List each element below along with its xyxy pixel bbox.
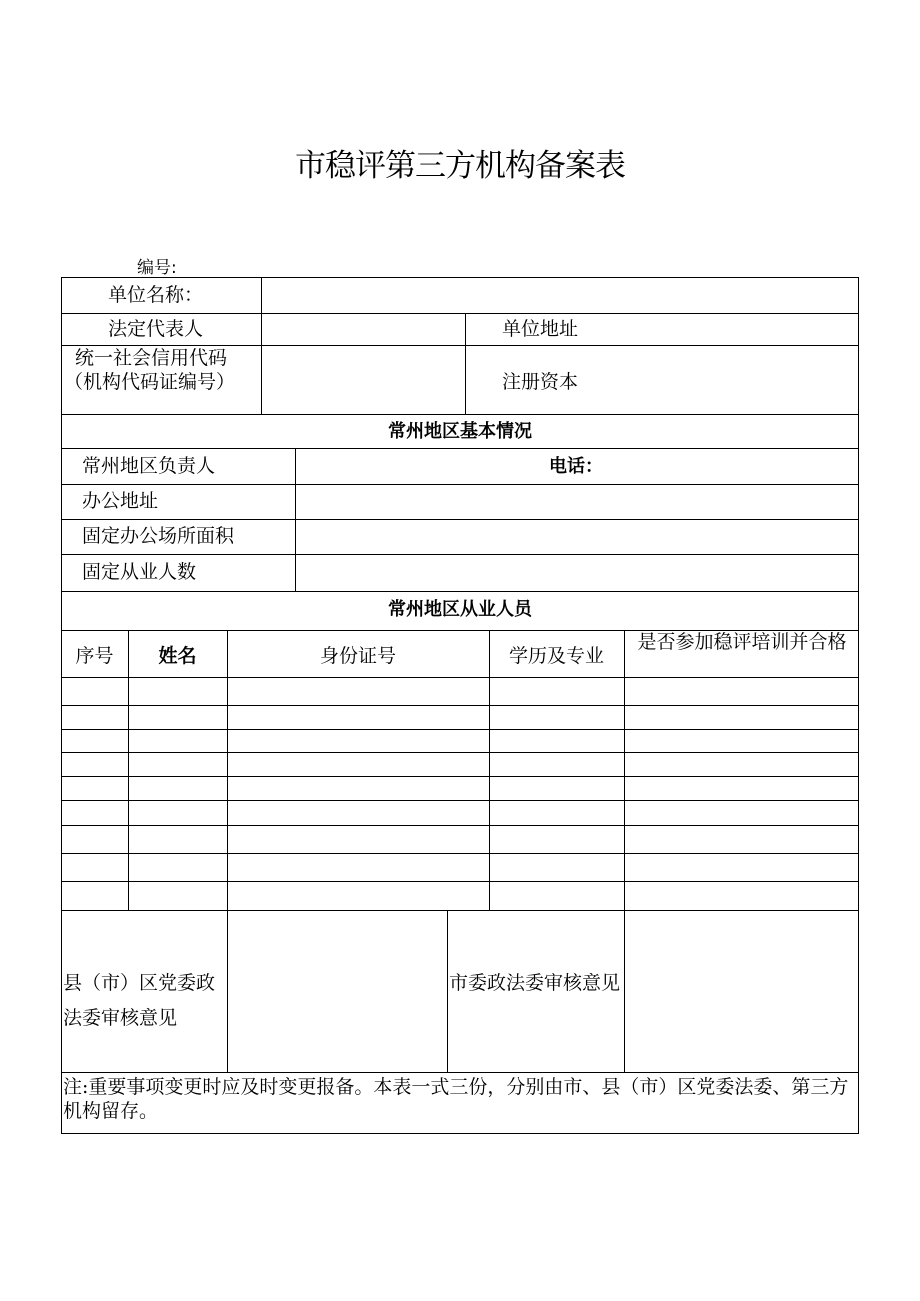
col-serial-no: 序号	[75, 645, 114, 667]
col-education: 学历及专业	[508, 645, 604, 667]
col-training: 是否参加稳评培训并合格	[637, 631, 847, 653]
address-label: 单位地址	[502, 318, 579, 340]
local-basic-header: 常州地区基本情况	[388, 421, 532, 442]
office-address-label: 办公地址	[82, 490, 159, 512]
local-manager-label: 常州地区负责人	[82, 455, 216, 477]
county-approval-label: 县（市）区党委政法委审核意见	[63, 972, 216, 1029]
capital-label: 注册资本	[502, 371, 579, 393]
phone-label: 电话：	[549, 456, 603, 477]
legal-rep-label: 法定代表人	[108, 318, 204, 340]
footnote: 注:重要事项变更时应及时变更报备。本表一式三份，分别由市、县（市）区党委法委、第三方机构留存。	[63, 1076, 849, 1122]
credit-code-sublabel: （机构代码证编号）	[64, 371, 236, 393]
col-name: 姓名	[158, 645, 197, 667]
serial-number-label: 编号:	[137, 258, 177, 278]
col-id-number: 身份证号	[319, 645, 396, 667]
staff-count-label: 固定从业人数	[82, 561, 197, 583]
credit-code-label: 统一社会信用代码	[75, 347, 228, 369]
org-name-label: 单位名称：	[108, 284, 204, 306]
city-approval-label: 市委政法委审核意见	[449, 972, 621, 994]
office-area-label: 固定办公场所面积	[82, 525, 235, 547]
staff-header: 常州地区从业人员	[388, 599, 532, 620]
page-title: 市稳评第三方机构备案表	[295, 148, 625, 184]
